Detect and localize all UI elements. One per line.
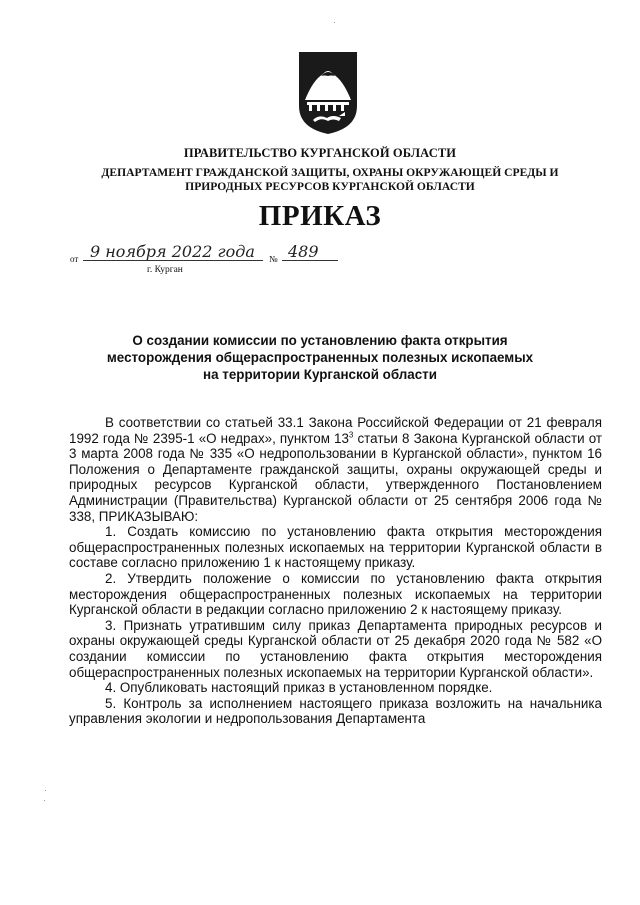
handwritten-number: 489 (288, 242, 319, 261)
preamble-superscript: 3 (348, 430, 354, 440)
number-label: № (269, 254, 278, 264)
scan-speck (45, 790, 46, 791)
scan-speck (334, 22, 335, 23)
government-name: ПРАВИТЕЛЬСТВО КУРГАНСКОЙ ОБЛАСТИ (183, 146, 457, 160)
department-name-line-2: ПРИРОДНЫХ РЕСУРСОВ КУРГАНСКОЙ ОБЛАСТИ (185, 180, 475, 193)
order-title-line-3: на территории Курганской области (203, 367, 437, 382)
order-title-line-1: О создании комиссии по установлению факта открытия (132, 333, 508, 348)
order-item-2: 2. Утвердить положение о комиссии по установлению факта открытия месторождения общераспространенных полезных ископаемых на территории Курганской области в редакции согласно приложению 2 к настоящему приказу. (69, 570, 602, 618)
order-title (60, 332, 580, 383)
department-name-line-1: ДЕПАРТАМЕНТ ГРАЖДАНСКОЙ ЗАЩИТЫ, ОХРАНЫ ОКРУЖАЮЩЕЙ СРЕДЫ И (101, 166, 559, 179)
city-label: г. Курган (147, 265, 183, 275)
scan-speck (44, 800, 45, 801)
document-type-heading: ПРИКАЗ (258, 200, 382, 232)
order-item-1: 1. Создать комиссию по установлению факта открытия месторождения общераспространенных полезных ископаемых на территории Курганской области в составе согласно приложению 1 к настоящему приказу. (69, 524, 602, 571)
order-body (69, 415, 602, 727)
preamble-part-a: В соответствии со статьей 33.1 Закона Российской Федерации от 21 февраля 1992 года № 2395-1 «О недрах», пунктом 13 (69, 415, 602, 446)
kurgan-coat-of-arms-icon (295, 50, 361, 136)
preamble-part-b: статьи 8 Закона Курганской области от 3 марта 2008 года № 335 «О недропользовании в Курганской области», пунктом 16 Положения о Департаменте гражданской защиты, охраны окружающей среды и природных ресурсов Курганской области, утвержденного Постановлением Администрации (Правительства) Курганской области от 25 сентября 2006 года № 338, ПРИКАЗЫВАЮ: (69, 430, 602, 524)
order-item-3: 3. Признать утратившим силу приказ Департамента природных ресурсов и охраны окружающей среды Курганской области от 25 декабря 2020 года № 582 «О создании комиссии по установлению факта открытия месторождения общераспространенных полезных ископаемых на территории Курганской области». (69, 617, 602, 680)
handwritten-date: 9 ноября 2022 года (90, 242, 255, 261)
date-number-line (70, 242, 350, 270)
date-label: от (70, 254, 79, 264)
preamble-paragraph (69, 415, 602, 524)
order-title-line-2: месторождения общераспространенных полезных ископаемых (106, 350, 534, 365)
order-item-4: 4. Опубликовать настоящий приказ в установленном порядке. (105, 680, 493, 696)
department-name (80, 166, 580, 194)
order-item-5: 5. Контроль за исполнением настоящего приказа возложить на начальника управления экологии и недропользования Департамента (69, 695, 602, 727)
